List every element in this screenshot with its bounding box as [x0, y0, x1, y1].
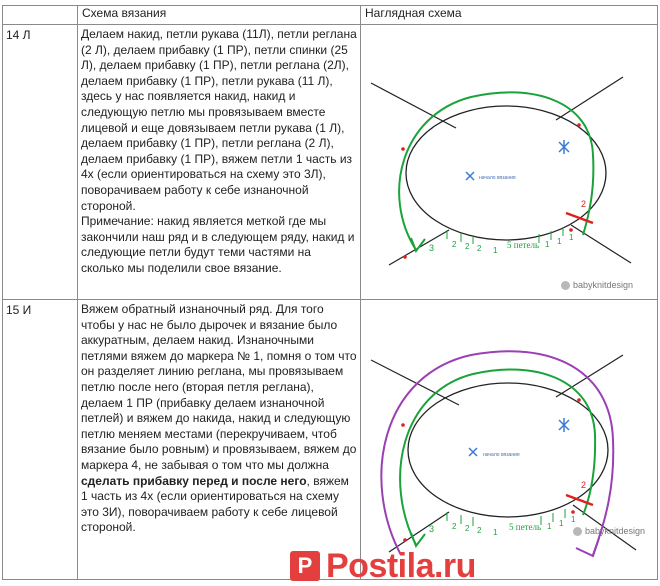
- count-label: 2: [452, 522, 457, 531]
- count-label: 2: [477, 526, 482, 535]
- raglan-line-bottom-right: [571, 225, 631, 263]
- start-label: начало вязания: [483, 452, 520, 458]
- red-dot: [571, 510, 575, 514]
- count-label: 2: [465, 242, 470, 251]
- red-dot: [577, 123, 581, 127]
- red-dot: [401, 423, 405, 427]
- loops-label: 5 петель: [509, 522, 542, 532]
- header-empty-cell: [3, 6, 78, 25]
- watermark-icon: [573, 527, 582, 536]
- count-label: 1: [547, 522, 552, 531]
- watermark: [561, 280, 633, 290]
- watermark-text: babyknitdesign: [585, 526, 646, 536]
- row-text-part: Вяжем обратный изнаночный ряд. Для того чтобы у нас не было дырочек и вязание было аккуратным, делаем накид. Изнаночными петлями вяжем до маркера № 1, помня о том что он разделяет линию реглана, мы провязываем петлю после него (вторая петля реглана), делаем 1 ПР (прибавку делаем изнаночной петлей) и вяжем до накида, накид и следующую петлю меняем местами (перекручиваем, чтоб вязание было ровным) и провязываем, вяжем до маркера 4, не забывая о том что мы должна: [81, 302, 357, 472]
- postila-logo-icon: P: [290, 551, 320, 581]
- row-label: 14 Л: [3, 25, 78, 300]
- blue-cross-icon: [469, 448, 477, 456]
- marker-2-label: 2: [581, 199, 587, 209]
- count-label: 2: [477, 244, 482, 253]
- red-dot: [569, 228, 573, 232]
- green-arc: [399, 92, 593, 250]
- green-arrow-head: [411, 533, 425, 546]
- table-row: [3, 300, 658, 580]
- count-label: 1: [559, 519, 564, 528]
- red-dot: [577, 398, 581, 402]
- row-description: [78, 300, 361, 580]
- count-label: 1: [493, 528, 498, 537]
- row-text-part: , вяжем 1 часть из 4х (если ориентироваться на схему это 3И), поворачиваем работу к себе лицевой стороной.: [81, 473, 349, 535]
- watermark-icon: [561, 281, 570, 290]
- marker-2-label: 2: [581, 480, 587, 490]
- red-dot: [403, 538, 407, 542]
- row-description: [78, 25, 361, 300]
- red-dot: [401, 147, 405, 151]
- raglan-line-top-right: [556, 77, 623, 120]
- header-knitting-scheme: Схема вязания: [78, 6, 361, 25]
- purple-arrow-head: [576, 538, 599, 556]
- raglan-diagram: [361, 300, 657, 578]
- count-label: 1: [569, 233, 574, 242]
- knitting-table: [2, 5, 658, 580]
- blue-cross-icon: [466, 172, 474, 180]
- red-dot: [403, 255, 407, 259]
- marker-3-label: 3: [429, 243, 435, 253]
- count-label: 1: [557, 237, 562, 246]
- count-label: 2: [465, 524, 470, 533]
- raglan-line-top-right: [556, 355, 623, 397]
- visual-diagram-cell: [361, 300, 658, 580]
- watermark: [573, 526, 645, 536]
- postila-watermark: [290, 548, 540, 584]
- marker-3-label: 3: [429, 524, 435, 534]
- count-label: 1: [571, 515, 576, 524]
- table-header-row: [3, 6, 658, 25]
- count-label: 1: [493, 246, 498, 255]
- green-arrow-head: [411, 238, 425, 251]
- row-label: 15 И: [3, 300, 78, 580]
- watermark-text: babyknitdesign: [573, 280, 634, 290]
- count-label: 1: [545, 240, 550, 249]
- row-note: Примечание: накид является меткой где мы закончили наш ряд и в следующем ряду, накид и следующие петли будут теми частями на сколько мы поделили свое вязание.: [81, 214, 355, 275]
- loops-label: 5 петель: [507, 240, 540, 250]
- blue-cross-icon: [559, 418, 569, 432]
- header-visual-scheme: Наглядная схема: [361, 6, 658, 25]
- row-text: Делаем накид, петли рукава (11Л), петли реглана (2 Л), делаем прибавку (1 ПР), петли спинки (25 Л), делаем прибавку (1 ПР), петли реглана (2Л), делаем прибавку (1 ПР), петли рукава (11 Л), здесь у нас появляется накид, накид и следующую петлю мы провязываем вместе лицевой и еще довязываем петли рукава (1 Л), делаем прибавку (1 ПР), петли реглана (2 Л), делаем прибавку (1 ПР), вяжем петли 1 часть из 4х (если ориентироваться на схему это 3Л), поворачиваем работу к себе изнаночной стороной.: [81, 27, 357, 213]
- count-label: 2: [452, 240, 457, 249]
- neck-ellipse: [408, 383, 608, 517]
- row-text: [81, 302, 357, 536]
- neck-ellipse: [406, 106, 606, 240]
- raglan-line-top-left: [371, 360, 459, 405]
- start-label: начало вязания: [479, 175, 516, 181]
- visual-diagram-cell: [361, 25, 658, 300]
- blue-cross-icon: [559, 140, 569, 154]
- table-row: [3, 25, 658, 300]
- raglan-diagram: [361, 25, 657, 295]
- postila-logo-text: Postila.ru: [326, 546, 476, 585]
- row-text-bold: сделать прибавку перед и после него: [81, 473, 307, 488]
